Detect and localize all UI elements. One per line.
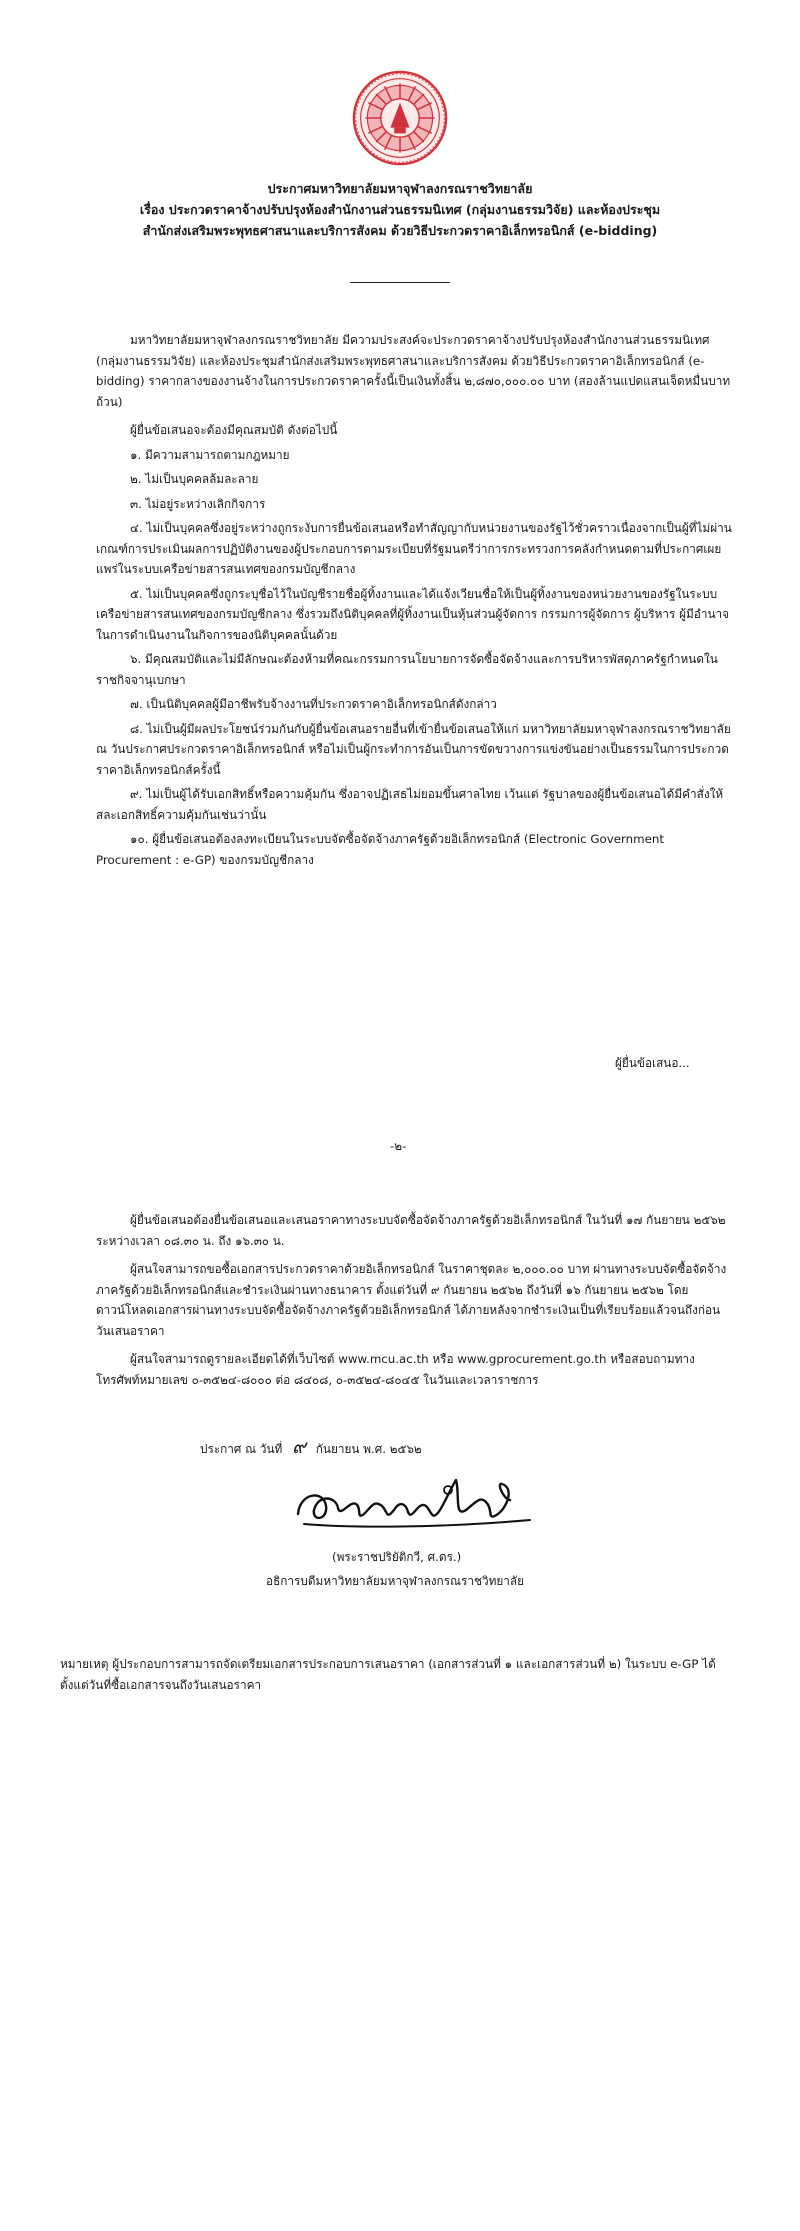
page-number: -๒-	[390, 1139, 407, 1153]
qualification-item: ๕. ไม่เป็นบุคคลซึ่งถูกระบุชื่อไว้ในบัญชีรายชื่อผู้ทิ้งงานและได้แจ้งเวียนชื่อให้เป็นผู้ทิ้งงานของหน่วยงานของรัฐในระบบเครือข่ายสารสนเทศของกรมบัญชีกลาง ซึ่งรวมถึงนิติบุคคลที่ผู้ทิ้งงานเป็นหุ้นส่วนผู้จัดการ กรรมการผู้จัดการ ผู้บริหาร ผู้มีอำนาจในการดำเนินงานในกิจการของนิติบุคคลนั้นด้วย	[96, 586, 730, 642]
header-subject-line2: สำนักส่งเสริมพระพุทธศาสนาและบริการสังคม ด้วยวิธีประกวดราคาอิเล็กทรอนิกส์ (e-bidding)	[142, 223, 658, 238]
submission-paragraph: ผู้ยื่นข้อเสนอต้องยื่นข้อเสนอและเสนอราคาทางระบบจัดซื้อจัดจ้างภาครัฐด้วยอิเล็กทรอนิกส์ ในวันที่ ๑๗ กันยายน ๒๕๖๒ ระหว่างเวลา ๐๘.๓๐ น. ถึง ๑๖.๓๐ น.	[96, 1213, 726, 1248]
page2-body	[96, 1210, 732, 1390]
header-title: ประกาศมหาวิทยาลัยมหาจุฬาลงกรณราชวิทยาลัย	[267, 181, 533, 196]
qualification-item: ๒. ไม่เป็นบุคคลล้มละลาย	[130, 472, 259, 486]
intro-paragraph: มหาวิทยาลัยมหาจุฬาลงกรณราชวิทยาลัย มีความประสงค์จะประกวดราคาจ้างปรับปรุงห้องสำนักงานส่วนธรรมนิเทศ (กลุ่มงานธรรมวิจัย) และห้องประชุมสำนักส่งเสริมพระพุทธศาสนาและบริการสังคม ด้วยวิธีประกวดราคาอิเล็กทรอนิกส์ (e-bidding) ราคากลางของงานจ้างในการประกวดราคาครั้งนี้เป็นเงินทั้งสิ้น ๒,๘๗๐,๐๐๐.๐๐ บาท (สองล้านแปดแสนเจ็ดหมื่นบาทถ้วน)	[96, 333, 731, 409]
qualification-item: ๔. ไม่เป็นบุคคลซึ่งอยู่ระหว่างถูกระงับการยื่นข้อเสนอหรือทำสัญญากับหน่วยงานของรัฐไว้ชั่วคราวเนื่องจากเป็นผู้ที่ไม่ผ่านเกณฑ์การประเมินผลการปฏิบัติงานของผู้ประกอบการตามระเบียบที่รัฐมนตรีว่าการกระทรวงการคลังกำหนดตามที่ประกาศเผยแพร่ในระบบเครือข่ายสารสนเทศของกรมบัญชีกลาง	[96, 521, 732, 576]
documents-paragraph: ผู้สนใจสามารถขอซื้อเอกสารประกวดราคาด้วยอิเล็กทรอนิกส์ ในราคาชุดละ ๒,๐๐๐.๐๐ บาท ผ่านทางระบบจัดซื้อจัดจ้างภาครัฐด้วยอิเล็กทรอนิกส์และชำระเงินผ่านทางธนาคาร ตั้งแต่วันที่ ๙ กันยายน ๒๕๖๒ ถึงวันที่ ๑๖ กันยายน ๒๕๖๒ โดยดาวน์โหลดเอกสารผ่านทางระบบจัดซื้อจัดจ้างภาครัฐด้วยอิเล็กทรอนิกส์ ได้ภายหลังจากชำระเงินเป็นที่เรียบร้อยแล้วจนถึงก่อนวันเสนอราคา	[96, 1262, 727, 1338]
signature-icon	[290, 1470, 540, 1536]
qualification-item: ๖. มีคุณสมบัติและไม่มีลักษณะต้องห้ามที่คณะกรรมการนโยบายการจัดซื้อจัดจ้างและการบริหารพัสดุภาครัฐกำหนดในราชกิจจานุเบกษา	[96, 652, 718, 687]
announce-date-suffix: กันยายน พ.ศ. ๒๕๖๒	[315, 1442, 422, 1456]
qualification-item: ๙. ไม่เป็นผู้ได้รับเอกสิทธิ์หรือความคุ้มกัน ซึ่งอาจปฏิเสธไม่ยอมขึ้นศาลไทย เว้นแต่ รัฐบาลของผู้ยื่นข้อเสนอได้มีคำสั่งให้สละเอกสิทธิ์ความคุ้มกันเช่นว่านั้น	[96, 787, 724, 822]
qualification-item: ๗. เป็นนิติบุคคลผู้มีอาชีพรับจ้างงานที่ประกวดราคาอิเล็กทรอนิกส์ดังกล่าว	[130, 697, 497, 711]
qualifications-intro: ผู้ยื่นข้อเสนอจะต้องมีคุณสมบัติ ดังต่อไปนี้	[130, 423, 338, 437]
signer-title: อธิการบดีมหาวิทยาลัยมหาจุฬาลงกรณราชวิทยาลัย	[266, 1574, 525, 1588]
qualification-item: ๘. ไม่เป็นผู้มีผลประโยชน์ร่วมกันกับผู้ยื่นข้อเสนอรายอื่นที่เข้ายื่นข้อเสนอให้แก่ มหาวิทยาลัยมหาจุฬาลงกรณราชวิทยาลัย ณ วันประกาศประกวดราคาอิเล็กทรอนิกส์ หรือไม่เป็นผู้กระทำการอันเป็นการขัดขวางการแข่งขันอย่างเป็นธรรมในการประกวดราคาอิเล็กทรอนิกส์ครั้งนี้	[96, 721, 731, 777]
note-paragraph: หมายเหตุ ผู้ประกอบการสามารถจัดเตรียมเอกสารประกอบการเสนอราคา (เอกสารส่วนที่ ๑ และเอกสารส่วนที่ ๒) ในระบบ e-GP ได้ตั้งแต่วันที่ซื้อเอกสารจนถึงวันเสนอราคา	[60, 1657, 716, 1692]
page1-body	[96, 330, 732, 870]
university-seal-icon	[352, 70, 448, 166]
contact-paragraph: ผู้สนใจสามารถดูรายละเอียดได้ที่เว็บไซต์ www.mcu.ac.th หรือ www.gprocurement.go.th หรือสอบถามทางโทรศัพท์หมายเลข ๐-๓๕๒๔-๘๐๐๐ ต่อ ๘๔๐๘, ๐-๓๕๒๔-๘๐๔๕ ในวันและเวลาราชการ	[96, 1352, 695, 1387]
header-subject-line1: เรื่อง ประกวดราคาจ้างปรับปรุงห้องสำนักงานส่วนธรรมนิเทศ (กลุ่มงานธรรมวิจัย) และห้องประชุม	[139, 202, 661, 217]
announce-date-prefix: ประกาศ ณ วันที่	[200, 1442, 283, 1456]
qualification-item: ๓. ไม่อยู่ระหว่างเลิกกิจการ	[130, 496, 266, 511]
announce-date	[200, 1432, 422, 1462]
continued-label: ผู้ยื่นข้อเสนอ...	[615, 1056, 690, 1070]
qualification-item: ๑. มีความสามารถตามกฎหมาย	[130, 447, 290, 462]
header-divider	[350, 282, 450, 283]
announcement-header	[60, 178, 740, 241]
qualification-item: ๑๐. ผู้ยื่นข้อเสนอต้องลงทะเบียนในระบบจัดซื้อจัดจ้างภาครัฐด้วยอิเล็กทรอนิกส์ (Electronic Government Procurement : e-GP) ของกรมบัญชีกลาง	[96, 832, 664, 867]
signer-name: (พระราชปริยัติกวี, ศ.ดร.)	[332, 1550, 462, 1564]
announce-day: ๙	[292, 1436, 306, 1458]
